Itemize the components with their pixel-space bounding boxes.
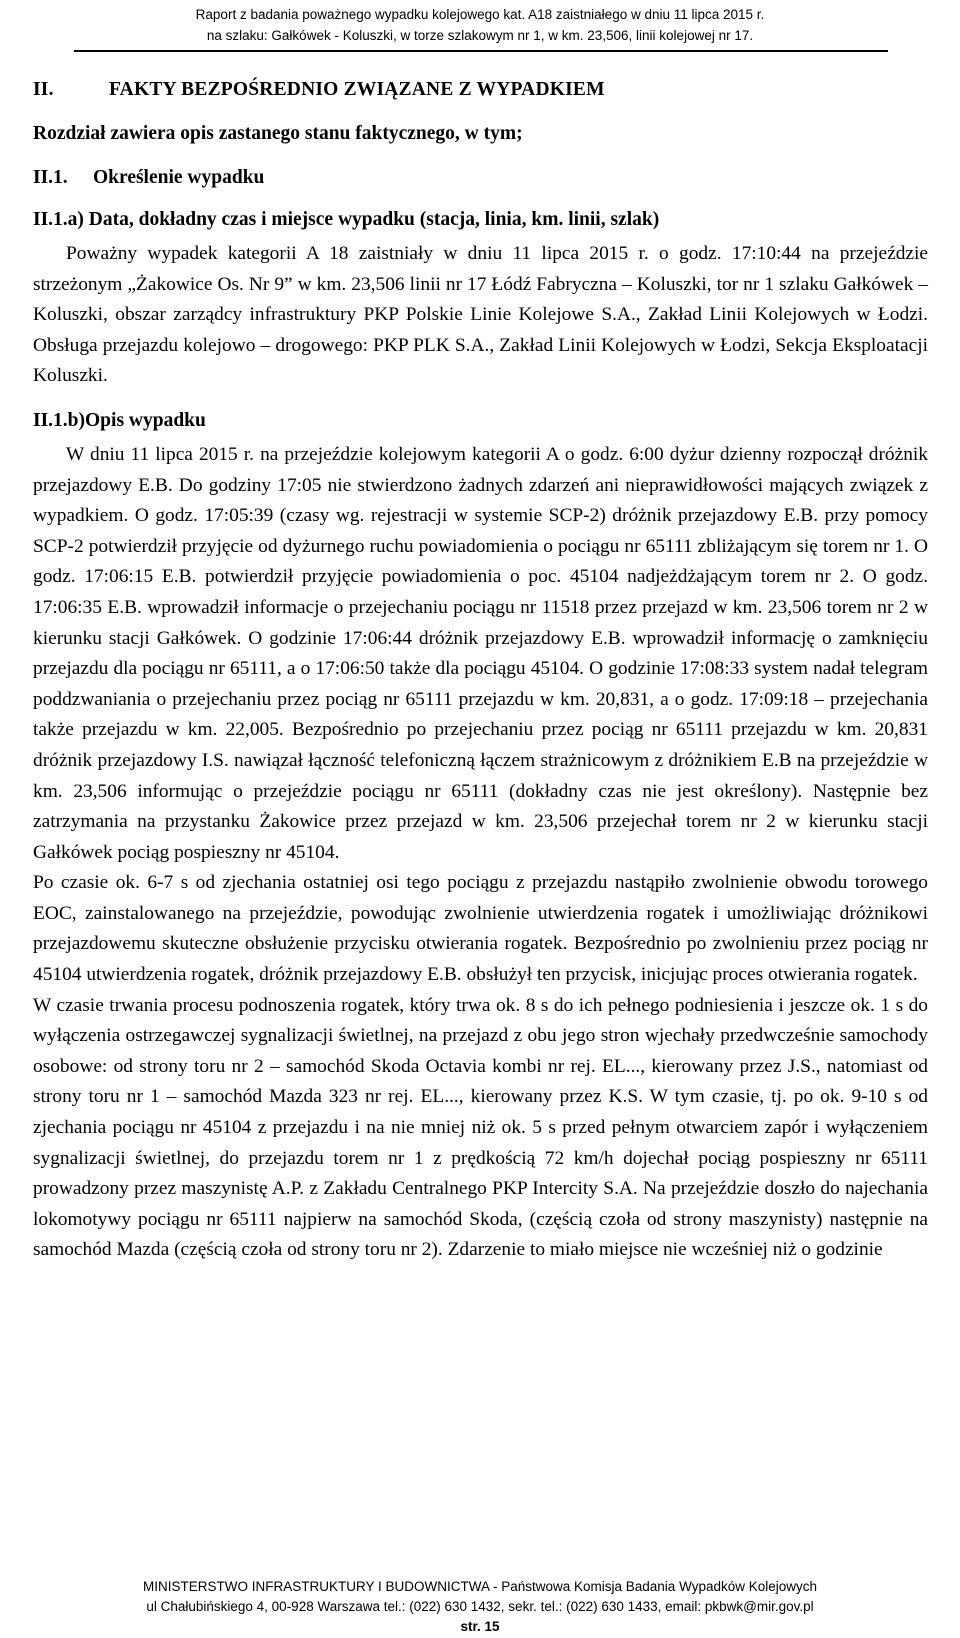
chapter-title: FAKTY BEZPOŚREDNIO ZWIĄZANE Z WYPADKIEM <box>109 79 605 100</box>
paragraph: Po czasie ok. 6-7 s od zjechania ostatniej osi tego pociągu z przejazdu nastąpiło zwolnienie obwodu torowego EOC, zainstalowanego na przejeździe, powodując zwolnienie utwierdzenia rogatek i umożliwiając dróżnikowi przejazdowemu skuteczne obsłużenie przycisku otwierania rogatek. Bezpośrednio po zwolnieniu przez pociąg nr 45104 utwierdzenia rogatek, dróżnik przejazdowy E.B. obsłużył ten przycisk, inicjując proces otwierania rogatek. <box>33 872 928 986</box>
page-footer <box>0 1577 960 1637</box>
footer-line-1: MINISTERSTWO INFRASTRUKTURY I BUDOWNICTWA - Państwowa Komisja Badania Wypadków Kolejowych <box>142 1579 818 1594</box>
content <box>33 70 928 1266</box>
subsection-a-text: Poważny wypadek kategorii A 18 zaistniały w dniu 11 lipca 2015 r. o godz. 17:10:44 na przejeździe strzeżonym „Żakowice Os. Nr 9” w km. 23,506 linii nr 17 Łódź Fabryczna – Koluszki, tor nr 1 szlaku Gałkówek – Koluszki, obszar zarządcy infrastruktury PKP Polskie Linie Kolejowe S.A., Zakład Linii Kolejowych w Łodzi. Obsługa przejazdu kolejowo – drogowego: PKP PLK S.A., Zakład Linii Kolejowych w Łodzi, Sekcja Eksploatacji Koluszki. <box>33 243 928 387</box>
paragraph: W dniu 11 lipca 2015 r. na przejeździe kolejowym kategorii A o godz. 6:00 dyżur dzienny rozpoczął dróżnik przejazdowy E.B. Do godziny 17:05 nie stwierdzono żadnych zdarzeń ani nieprawidłowości mających związek z wypadkiem. O godz. 17:05:39 (czasy wg. rejestracji w systemie SCP-2) dróżnik przejazdowy E.B. przy pomocy SCP-2 potwierdził przyjęcie od dyżurnego ruchu powiadomienia o pociągu nr 65111 zbliżającym się torem nr 1. O godz. 17:06:15 E.B. potwierdził przyjęcie powiadomienia o poc. 45104 nadjeżdżającym torem nr 2. O godz. 17:06:35 E.B. wprowadził informacje o przejechaniu pociągu nr 11518 przez przejazd w km. 23,506 torem nr 2 w kierunku stacji Gałkówek. O godzinie 17:06:44 dróżnik przejazdowy E.B. wprowadził informację o zamknięciu przejazdu dla pociągu nr 65111, a o 17:06:50 także dla pociągu 45104. O godzinie 17:08:33 system nadał telegram poddzwaniania o przejechaniu przez pociąg nr 65111 przejazdu w km. 20,831, a o godz. 17:09:18 – przejechania także przejazdu w km. 22,005. Bezpośrednio po przejechaniu przez pociąg nr 65111 przejazdu w km. 20,831 dróżnik przejazdowy I.S. nawiązał łączność telefoniczną łączem strażnicowym z dróżnikiem E.B na przejeździe w km. 23,506 informując o przejeździe pociągu nr 65111 (dokładny czas nie jest określony). Następnie bez zatrzymania na przystanku Żakowice przez przejazd w km. 23,506 przejechał torem nr 2 w kierunku stacji Gałkówek pociąg pospieszny nr 45104. <box>33 443 928 863</box>
subsection-b-heading: II.1.b)Opis wypadku <box>33 409 206 431</box>
page-number: str. 15 <box>460 1619 500 1634</box>
section-heading <box>33 159 928 197</box>
section-title: Określenie wypadku <box>93 167 265 188</box>
chapter-number: II. <box>33 79 54 100</box>
header-line-2: na szlaku: Gałkówek - Koluszki, w torze szlakowym nr 1, w km. 23,506, linii kolejowej nr 17. <box>206 28 754 43</box>
paragraph: W czasie trwania procesu podnoszenia rogatek, który trwa ok. 8 s do ich pełnego podniesienia i jeszcze ok. 1 s do wyłączenia ostrzegawczej sygnalizacji świetlnej, na przejazd z obu jego stron wjechały przedwcześnie samochody osobowe: od strony toru nr 2 – samochód Skoda Octavia kombi nr rej. EL..., kierowany przez J.S., natomiast od strony toru nr 1 – samochód Mazda 323 nr rej. EL..., kierowany przez K.S. W tym czasie, tj. po ok. 9-10 s od zjechania pociągu nr 45104 z przejazdu i na nie mniej niż ok. 5 s przed pełnym otwarciem zapór i wyłączeniem sygnalizacji świetlnej, do przejazdu torem nr 1 z prędkością 72 km/h dojechał pociąg pospieszny nr 65111 prowadzony przez maszynistę A.P. z Zakładu Centralnego PKP Intercity S.A. Na przejeździe doszło do najechania lokomotywy pociągu nr 65111 najpierw na samochód Skoda, (częścią czoła od strony maszynisty) następnie na samochód Mazda (częścią czoła od strony toru nr 2). Zdarzenie to miało miejsce nie wcześniej niż o godzinie <box>33 994 928 1261</box>
chapter-heading <box>33 70 928 110</box>
subsection-a-heading: II.1.a) Data, dokładny czas i miejsce wypadku (stacja, linia, km. linii, szlak) <box>33 209 660 230</box>
header-line-1: Raport z badania poważnego wypadku kolejowego kat. A18 zaistniałego w dniu 11 lipca 2015 r. <box>195 7 765 22</box>
footer-line-2: ul Chałubińskiego 4, 00-928 Warszawa tel.: (022) 630 1432, sekr. tel.: (022) 630 1433, email: pkbwk@mir.gov.pl <box>146 1599 814 1614</box>
chapter-intro: Rozdział zawiera opis zastanego stanu faktycznego, w tym; <box>33 123 523 144</box>
running-header <box>0 4 960 46</box>
header-rule <box>74 50 888 52</box>
section-number: II.1. <box>33 167 68 188</box>
